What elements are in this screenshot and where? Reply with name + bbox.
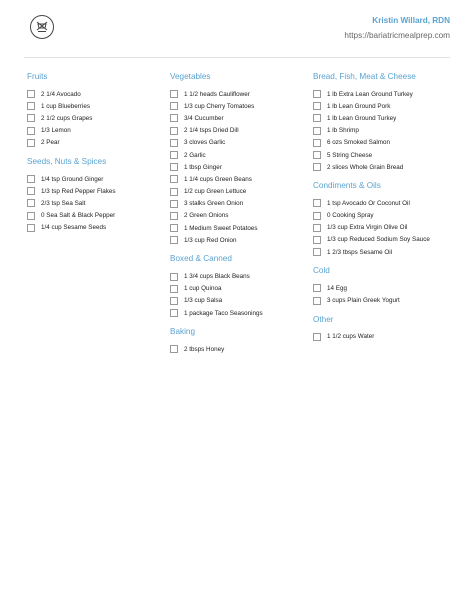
list-item[interactable] [27, 173, 157, 185]
checkbox[interactable] [170, 163, 178, 171]
item-label: 3 stalks Green Onion [184, 200, 244, 208]
list-item[interactable] [170, 161, 306, 173]
checkbox[interactable] [170, 224, 178, 232]
item-label: 2 1/4 tsps Dried Dill [184, 127, 239, 135]
checkbox[interactable] [170, 236, 178, 244]
checkbox[interactable] [170, 212, 178, 220]
item-label: 1 1/2 cups Water [327, 333, 375, 341]
checkbox[interactable] [313, 151, 321, 159]
item-label: 1 2/3 tbsps Sesame Oil [327, 248, 393, 256]
list-item[interactable] [170, 173, 306, 185]
item-label: 1/4 cup Sesame Seeds [41, 224, 107, 232]
checkbox[interactable] [170, 309, 178, 317]
item-label: 2 Green Onions [184, 212, 229, 220]
section-title: Vegetables [170, 72, 211, 81]
column-2 [170, 72, 306, 363]
item-label: 1 lb Extra Lean Ground Turkey [327, 90, 413, 98]
checkbox[interactable] [313, 199, 321, 207]
section-title: Boxed & Canned [170, 254, 232, 264]
checkbox[interactable] [313, 297, 321, 305]
item-label: 2 1/2 cups Grapes [41, 114, 93, 122]
item-label: 3/4 Cucumber [184, 114, 224, 122]
author-name: Kristin Willard, RDN [372, 16, 450, 25]
list-item[interactable] [170, 234, 306, 246]
list-item[interactable] [313, 149, 453, 161]
list-item[interactable] [170, 295, 306, 307]
item-label: 1/3 cup Salsa [184, 297, 223, 305]
item-label: 1 tsp Avocado Or Coconut Oil [327, 199, 410, 207]
section-other [313, 315, 453, 343]
list-item[interactable] [27, 185, 157, 197]
checkbox[interactable] [313, 114, 321, 122]
chef-logo-icon [30, 15, 54, 39]
list-item[interactable] [313, 246, 453, 258]
item-label: 1 1/4 cups Green Beans [184, 175, 252, 183]
item-label: 1 package Taco Seasonings [184, 309, 263, 317]
list-item[interactable] [170, 149, 306, 161]
checkbox[interactable] [27, 90, 35, 98]
item-label: 0 Sea Salt & Black Pepper [41, 212, 116, 220]
list-item[interactable] [27, 88, 157, 100]
page-header [0, 0, 474, 58]
item-label: 1/3 cup Cherry Tomatoes [184, 102, 255, 110]
section-title: Condiments & Oils [313, 181, 381, 191]
item-label: 2 slices Whole Grain Bread [327, 163, 404, 171]
list-item[interactable] [170, 307, 306, 319]
checkbox[interactable] [170, 139, 178, 147]
item-label: 1 Medium Sweet Potatoes [184, 224, 258, 232]
list-item[interactable] [170, 125, 306, 137]
checkbox[interactable] [27, 127, 35, 135]
item-label: 1 1/2 heads Cauliflower [184, 90, 250, 98]
column-1 [27, 72, 157, 242]
column-3 [313, 72, 453, 351]
list-item[interactable] [27, 210, 157, 222]
list-item[interactable] [313, 112, 453, 124]
checkbox[interactable] [27, 187, 35, 195]
list-item[interactable] [170, 270, 306, 282]
section-fruits [27, 72, 157, 149]
list-item[interactable] [170, 343, 306, 355]
item-label: 2 tbsps Honey [184, 345, 225, 353]
item-label: 3 cups Plain Greek Yogurt [327, 297, 400, 305]
item-label: 1 lb Lean Ground Pork [327, 102, 391, 110]
list-item[interactable] [27, 125, 157, 137]
list-item[interactable] [313, 197, 453, 209]
checkbox[interactable] [313, 127, 321, 135]
list-item[interactable] [313, 282, 453, 294]
checkbox[interactable] [170, 114, 178, 122]
item-label: 2 1/4 Avocado [41, 90, 81, 98]
list-item[interactable] [170, 198, 306, 210]
checkbox[interactable] [170, 151, 178, 159]
list-item[interactable] [313, 294, 453, 306]
checkbox[interactable] [313, 224, 321, 232]
checkbox[interactable] [313, 236, 321, 244]
checkbox[interactable] [313, 212, 321, 220]
checkbox[interactable] [313, 90, 321, 98]
item-label: 1/3 cup Extra Virgin Olive Oil [327, 224, 408, 232]
checkbox[interactable] [170, 297, 178, 305]
section-title: Baking [170, 327, 196, 337]
checkbox[interactable] [27, 199, 35, 207]
list-item[interactable] [170, 283, 306, 295]
checkbox[interactable] [313, 284, 321, 292]
list-item[interactable] [170, 100, 306, 112]
item-label: 6 ozs Smoked Salmon [327, 139, 390, 147]
checkbox[interactable] [313, 163, 321, 171]
list-item[interactable] [313, 137, 453, 149]
item-label: 0 Cooking Spray [327, 212, 374, 220]
item-label: 2/3 tsp Sea Salt [41, 199, 86, 207]
list-item[interactable] [170, 210, 306, 222]
list-item[interactable] [27, 100, 157, 112]
item-label: 1 tbsp Ginger [184, 163, 222, 171]
checkbox[interactable] [313, 333, 321, 341]
checkbox[interactable] [313, 139, 321, 147]
section-title: Cold [313, 266, 330, 276]
list-item[interactable] [313, 222, 453, 234]
checkbox[interactable] [170, 102, 178, 110]
list-item[interactable] [313, 161, 453, 173]
item-label: 2 Garlic [184, 151, 206, 159]
checkbox[interactable] [170, 273, 178, 281]
section-title: Fruits [27, 72, 48, 81]
section-condiments-oils [313, 181, 453, 258]
section-title: Other [313, 314, 334, 324]
section-boxed-canned [170, 254, 306, 319]
section-baking [170, 327, 306, 355]
item-label: 1 lb Lean Ground Turkey [327, 114, 397, 122]
item-label: 1 cup Quinoa [184, 285, 222, 293]
checkbox[interactable] [170, 285, 178, 293]
item-label: 1 lb Shrimp [327, 127, 359, 135]
list-item[interactable] [313, 331, 453, 343]
section-bread-fish-meat-cheese [313, 72, 453, 173]
list-item[interactable] [313, 88, 453, 100]
list-item[interactable] [27, 112, 157, 124]
item-label: 5 String Cheese [327, 151, 373, 159]
list-item[interactable] [313, 210, 453, 222]
list-item[interactable] [170, 222, 306, 234]
item-label: 1/3 tsp Red Pepper Flakes [41, 187, 116, 195]
checkbox[interactable] [170, 90, 178, 98]
item-label: 1/3 cup Red Onion [184, 236, 237, 244]
checkbox[interactable] [313, 102, 321, 110]
section-title: Bread, Fish, Meat & Cheese [313, 72, 416, 81]
website-link[interactable]: https://bariatricmealprep.com [344, 31, 450, 40]
checkbox[interactable] [170, 345, 178, 353]
checkbox[interactable] [170, 127, 178, 135]
section-title: Seeds, Nuts & Spices [27, 156, 107, 166]
section-vegetables [170, 72, 306, 246]
item-label: 1 cup Blueberries [41, 102, 91, 110]
checkbox[interactable] [313, 248, 321, 256]
checkbox[interactable] [27, 175, 35, 183]
item-label: 1 3/4 cups Black Beans [184, 273, 250, 281]
item-label: 1/3 Lemon [41, 127, 71, 135]
list-item[interactable] [27, 137, 157, 149]
item-label: 3 cloves Garlic [184, 139, 226, 147]
header-divider [24, 57, 450, 58]
checkbox[interactable] [27, 212, 35, 220]
item-label: 14 Egg [327, 284, 347, 292]
section-seeds-nuts-spices [27, 157, 157, 234]
list-item[interactable] [170, 137, 306, 149]
checkbox[interactable] [27, 224, 35, 232]
list-item[interactable] [170, 112, 306, 124]
checkbox[interactable] [170, 200, 178, 208]
list-item[interactable] [27, 222, 157, 234]
checkbox[interactable] [170, 188, 178, 196]
checkbox[interactable] [27, 139, 35, 147]
item-label: 1/4 tsp Ground Ginger [41, 175, 104, 183]
checkbox[interactable] [170, 175, 178, 183]
list-item[interactable] [170, 186, 306, 198]
item-label: 1/2 cup Green Lettuce [184, 188, 247, 196]
section-cold [313, 266, 453, 306]
list-item[interactable] [313, 125, 453, 137]
checkbox[interactable] [27, 114, 35, 122]
list-item[interactable] [27, 197, 157, 209]
checkbox[interactable] [27, 102, 35, 110]
list-item[interactable] [313, 234, 453, 246]
list-item[interactable] [170, 88, 306, 100]
item-label: 1/3 cup Reduced Sodium Soy Sauce [327, 236, 430, 244]
item-label: 2 Pear [41, 139, 60, 147]
list-item[interactable] [313, 100, 453, 112]
